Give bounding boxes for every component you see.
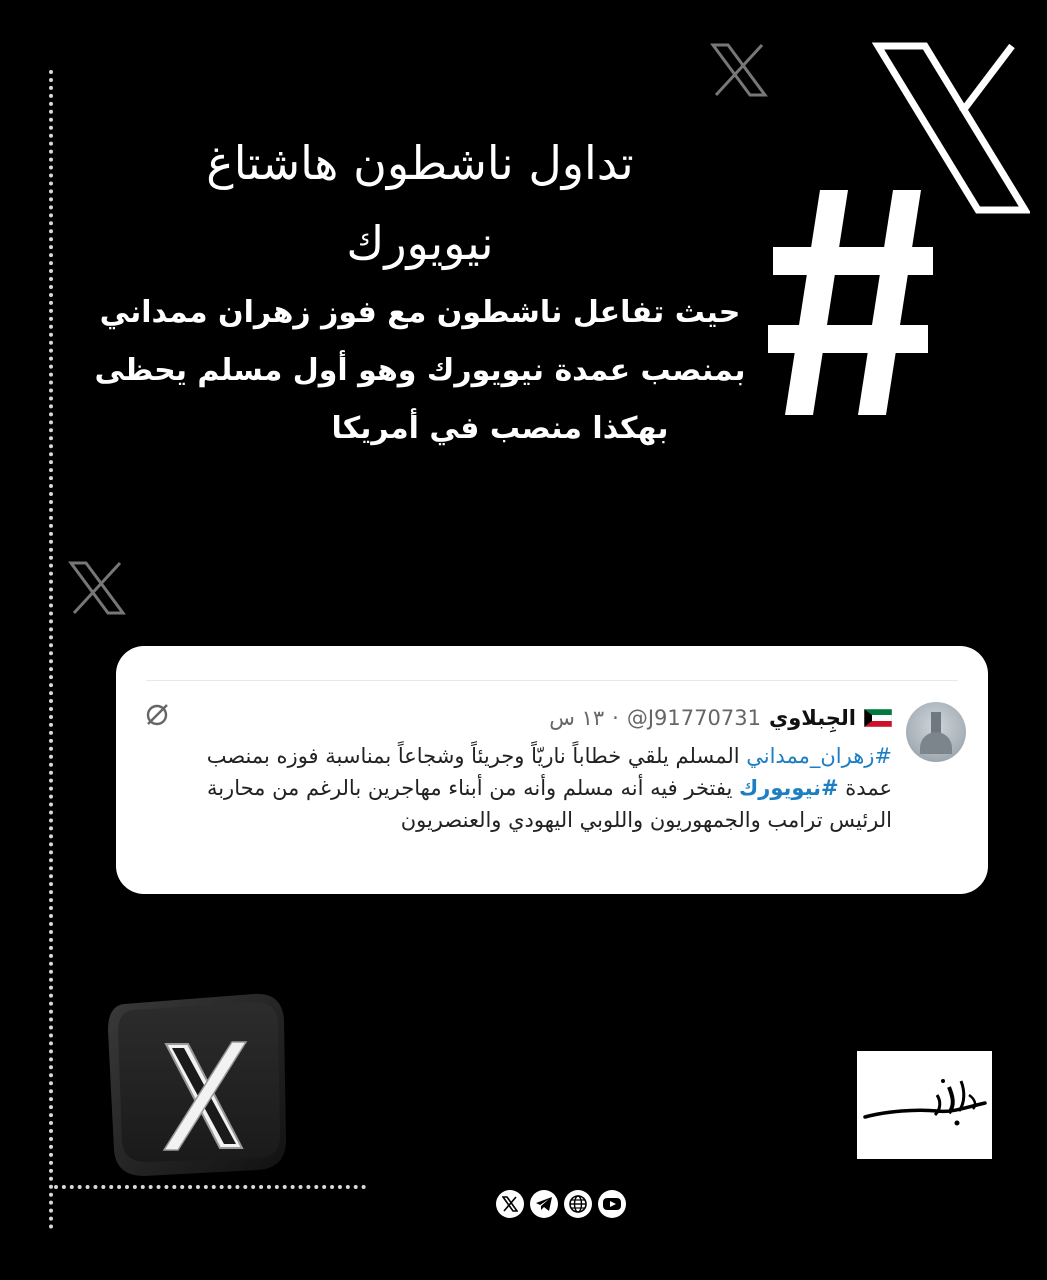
x-icon[interactable] — [496, 1190, 524, 1218]
tweet-text: الرئيس ترامب والجمهوريون واللوبي اليهودي والعنصريون — [400, 808, 892, 832]
brand-logo-mark — [857, 1051, 992, 1159]
headline-desc-line1: حيث تفاعل ناشطون مع فوز زهران ممداني — [99, 295, 741, 330]
headline — [80, 118, 760, 458]
tweet-text: المسلم يلقي خطاباً ناريّاً وجريئاً وشجاعاً بمناسبة فوزه بمنصب — [206, 744, 747, 768]
x-logo-small-icon — [710, 42, 768, 98]
headline-desc-line3: بهكذا منصب في أمريكا — [331, 411, 669, 446]
x-app-tile-icon — [104, 990, 294, 1180]
x-logo-small-icon — [68, 560, 126, 616]
hashtag-link[interactable]: #نيويورك — [739, 776, 839, 800]
hashtag-icon — [768, 185, 938, 420]
dotted-border-horizontal — [54, 1185, 366, 1189]
youtube-icon[interactable] — [598, 1190, 626, 1218]
tweet-line2 — [152, 772, 892, 804]
headline-desc-line2: بمنصب عمدة نيويورك وهو أول مسلم يحظى — [94, 353, 746, 388]
headline-title-line1: تداول ناشطون هاشتاغ — [206, 136, 634, 190]
tweet-body — [152, 740, 892, 836]
kuwait-flag-icon — [864, 709, 892, 727]
brand-logo — [857, 1051, 992, 1159]
avatar[interactable] — [906, 702, 966, 762]
tweet-card[interactable] — [116, 646, 988, 894]
social-links — [496, 1190, 626, 1218]
headline-title-line2: نيويورك — [346, 216, 494, 270]
globe-icon[interactable] — [564, 1190, 592, 1218]
tweet-handle[interactable]: @J91770731 — [626, 706, 761, 730]
grok-icon[interactable] — [144, 702, 170, 728]
tweet-text: عمدة — [838, 776, 892, 800]
divider — [146, 680, 958, 681]
tweet-author[interactable]: الجِبلاوي — [768, 706, 856, 730]
tweet-separator: · — [612, 706, 619, 730]
hashtag-link[interactable]: #زهران_ممداني — [746, 744, 892, 768]
tweet-header — [549, 706, 892, 730]
tweet-line1 — [152, 740, 892, 772]
dotted-border-vertical — [49, 70, 53, 1230]
tweet-time[interactable]: ١٣ س — [549, 706, 605, 730]
tweet-line3 — [152, 804, 892, 836]
tweet-text: يفتخر فيه أنه مسلم وأنه من أبناء مهاجرين بالرغم من محاربة — [206, 776, 740, 800]
telegram-icon[interactable] — [530, 1190, 558, 1218]
